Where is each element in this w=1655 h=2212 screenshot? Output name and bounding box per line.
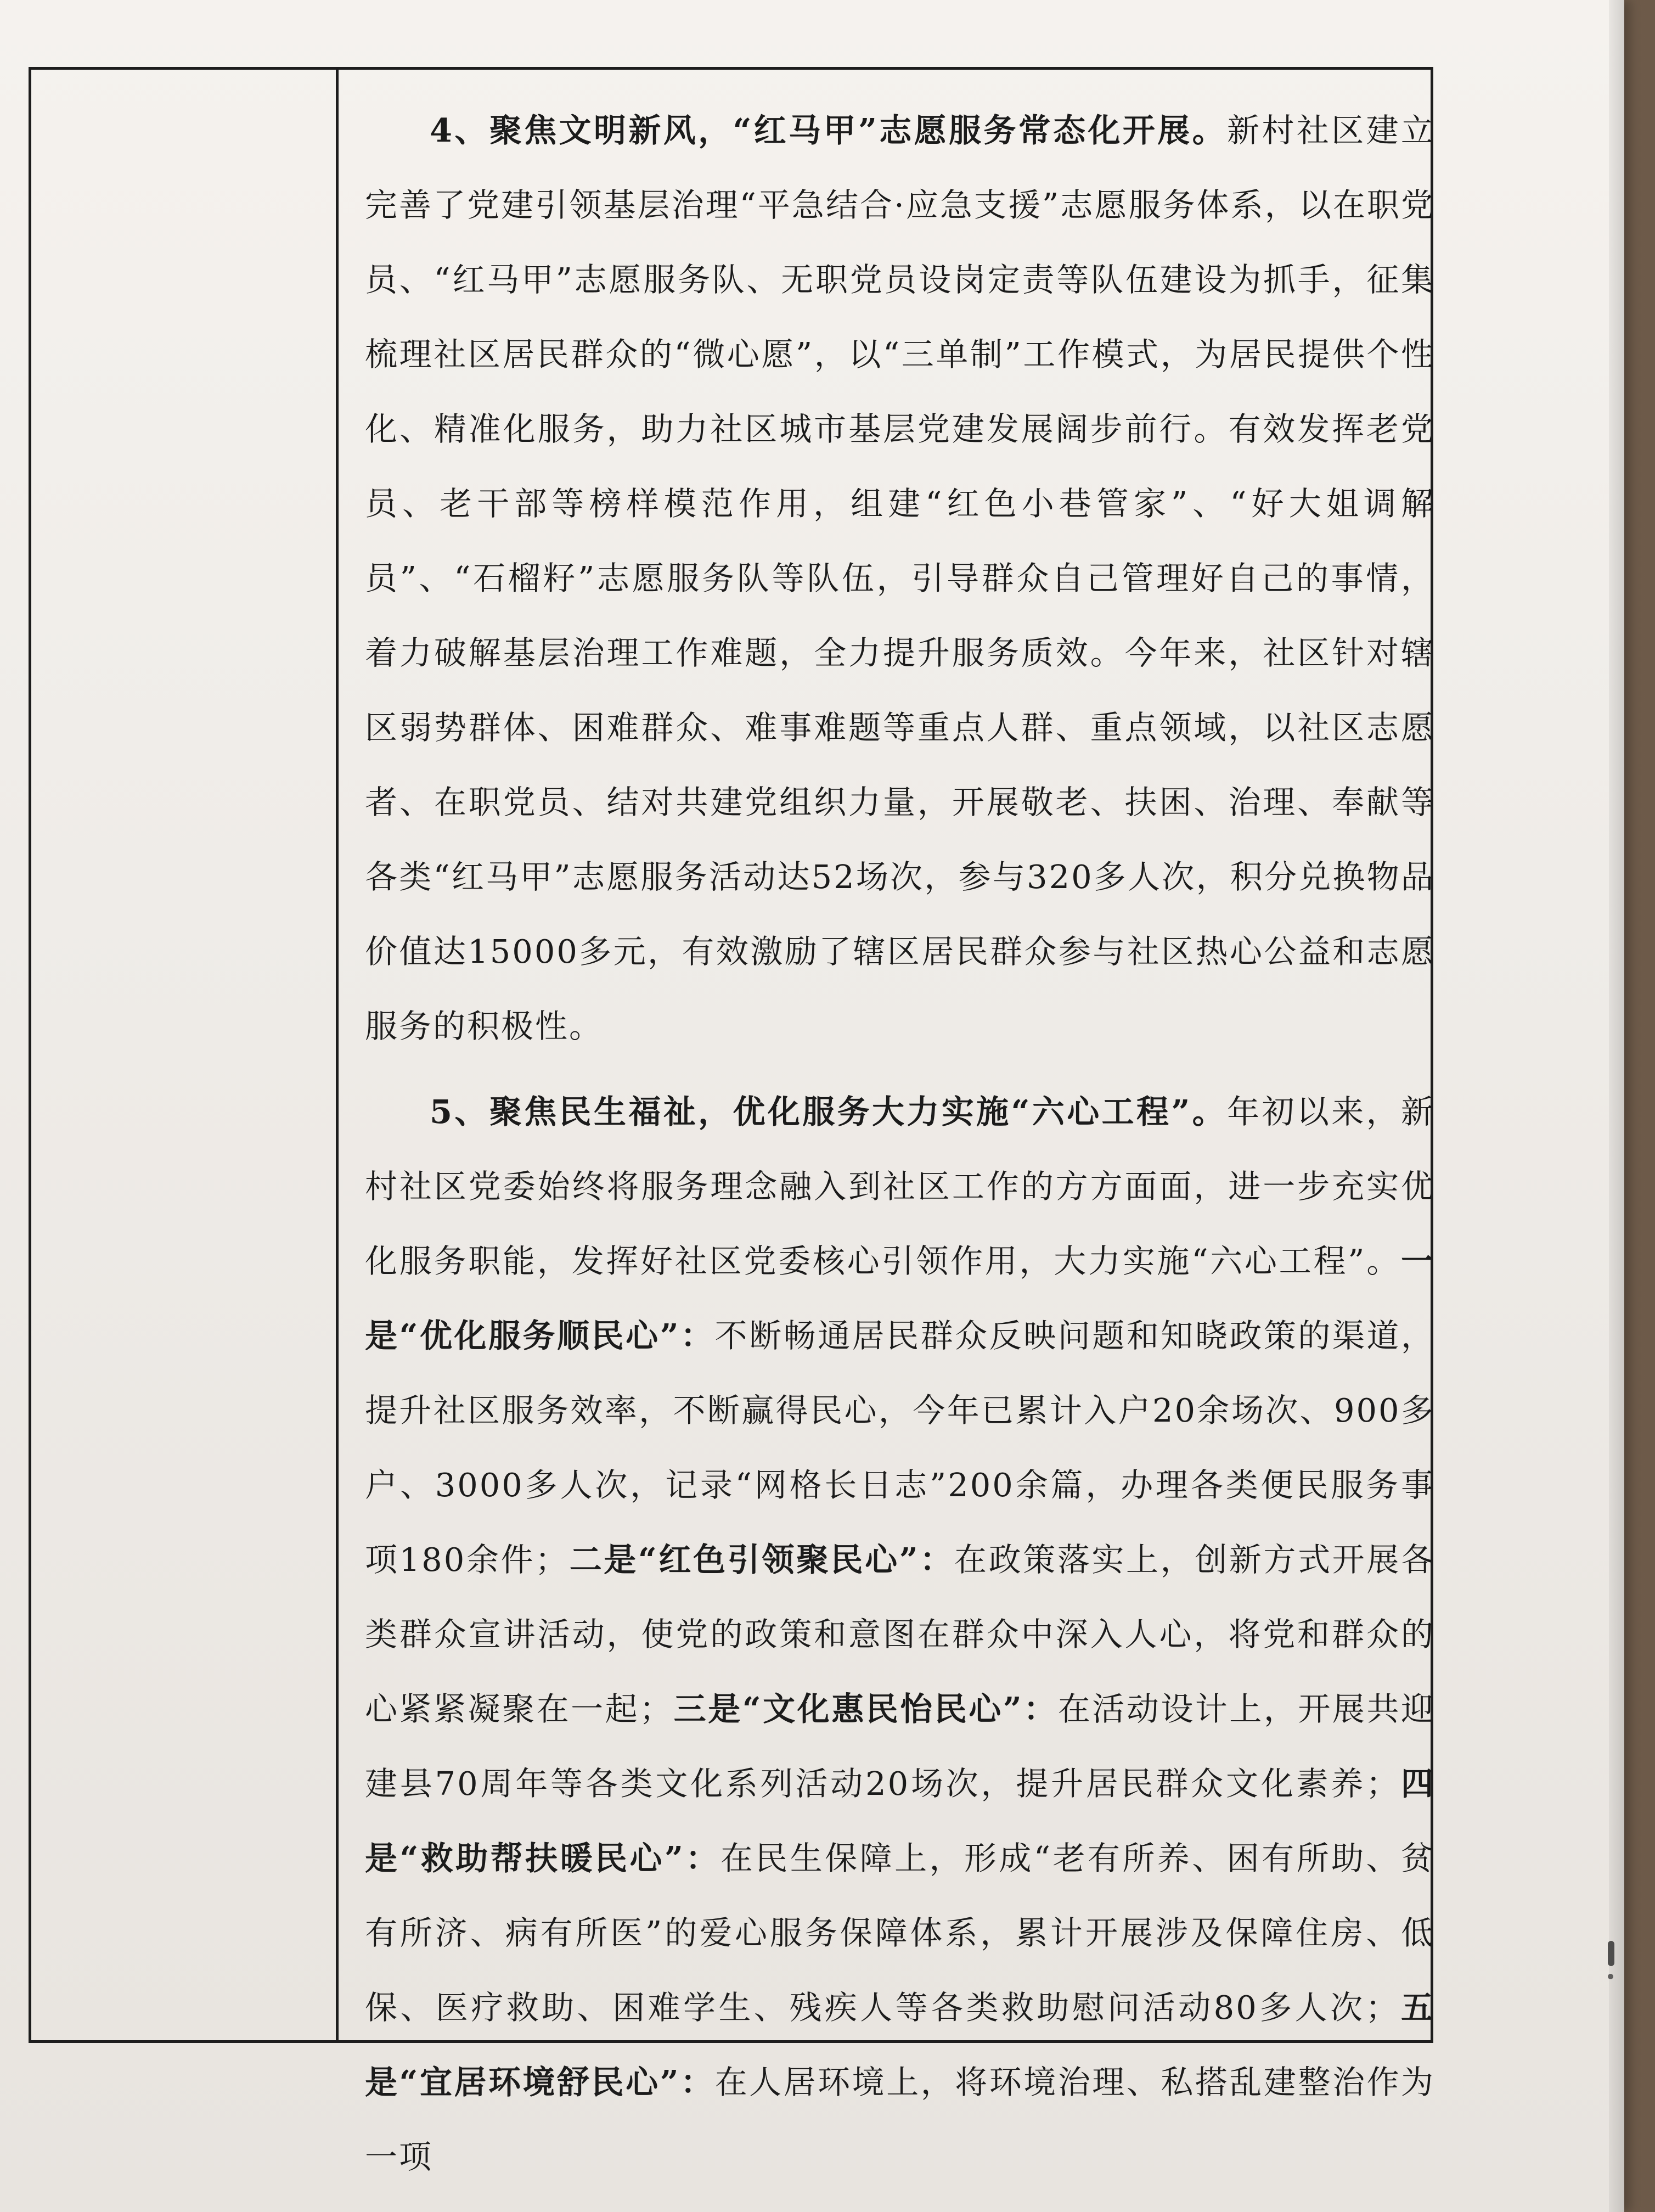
paper-edge-shadow (1609, 0, 1624, 2212)
paragraph-5 (365, 1075, 1435, 2194)
paragraph-5-point-three-text: 在活动设计上，开展共迎建县70周年等各类文化系列活动20场次，提升居民群众文化素养； (365, 1690, 1435, 1803)
ink-mark (1608, 1941, 1614, 1966)
paragraph-5-point-two-label: 二是“红色引领聚民心”： (569, 1541, 954, 1579)
paragraph-5-point-three-label: 三是“文化惠民怡民心”： (673, 1690, 1058, 1728)
paragraph-5-point-two-text: 在政策落实上，创新方式开展各类群众宣讲活动，使党的政策和意图在群众中深入人心，将党和群众的心紧紧凝聚在一起； (365, 1541, 1435, 1728)
document-text-area (365, 93, 1435, 2176)
paragraph-5-point-one-text: 不断畅通居民群众反映问题和知晓政策的渠道，提升社区服务效率，不断赢得民心，今年已累计入户20余场次、900多户、3000多人次，记录“网格长日志”200余篇，办理各类便民服务事项180余件； (365, 1317, 1435, 1579)
paragraph-5-heading: 5、聚焦民生福祉，优化服务大力实施“六心工程”。 (430, 1093, 1228, 1131)
paragraph-5-point-four-label: 四是“救助帮扶暖民心”： (365, 1765, 1435, 1877)
paragraph-5-point-four-text: 在民生保障上，形成“老有所养、困有所助、贫有所济、病有所医”的爱心服务保障体系，累计开展涉及保障住房、低保、医疗救助、困难学生、残疾人等各类救助慰问活动80多人次； (365, 1839, 1435, 2026)
paragraph-5-point-one-label: 一是“优化服务顺民心”： (365, 1242, 1435, 1355)
paragraph-5-intro: 年初以来，新村社区党委始终将服务理念融入到社区工作的方方面面，进一步充实优化服务职能，发挥好社区党委核心引领作用，大力实施“六心工程”。 (365, 1093, 1435, 1280)
paragraph-4 (365, 93, 1435, 1064)
paragraph-4-heading: 4、聚焦文明新风，“红马甲”志愿服务常态化开展。 (430, 111, 1228, 149)
paragraph-5-point-five-text: 在人居环境上，将环境治理、私搭乱建整治作为一项 (365, 2063, 1435, 2176)
paragraph-4-body: 新村社区建立完善了党建引领基层治理“平急结合·应急支援”志愿服务体系，以在职党员、“红马甲”志愿服务队、无职党员设岗定责等队伍建设为抓手，征集梳理社区居民群众的“微心愿”，以“三单制”工作模式，为居民提供个性化、精准化服务，助力社区城市基层党建发展阔步前行。有效发挥老党员、老干部等榜样模范作用，组建“红色小巷管家”、“好大姐调解员”、“石榴籽”志愿服务队等队伍，引导群众自己管理好自己的事情，着力破解基层治理工作难题，全力提升服务质效。今年来，社区针对辖区弱势群体、困难群众、难事难题等重点人群、重点领域，以社区志愿者、在职党员、结对共建党组织力量，开展敬老、扶困、治理、奉献等各类“红马甲”志愿服务活动达52场次，参与320多人次，积分兑换物品价值达15000多元，有效激励了辖区居民群众参与社区热心公益和志愿服务的积极性。 (365, 111, 1435, 1045)
left-empty-column (31, 70, 339, 2040)
ink-dot (1608, 1974, 1613, 1979)
paragraph-5-point-five-label: 五是“宜居环境舒民心”： (365, 1989, 1435, 2101)
